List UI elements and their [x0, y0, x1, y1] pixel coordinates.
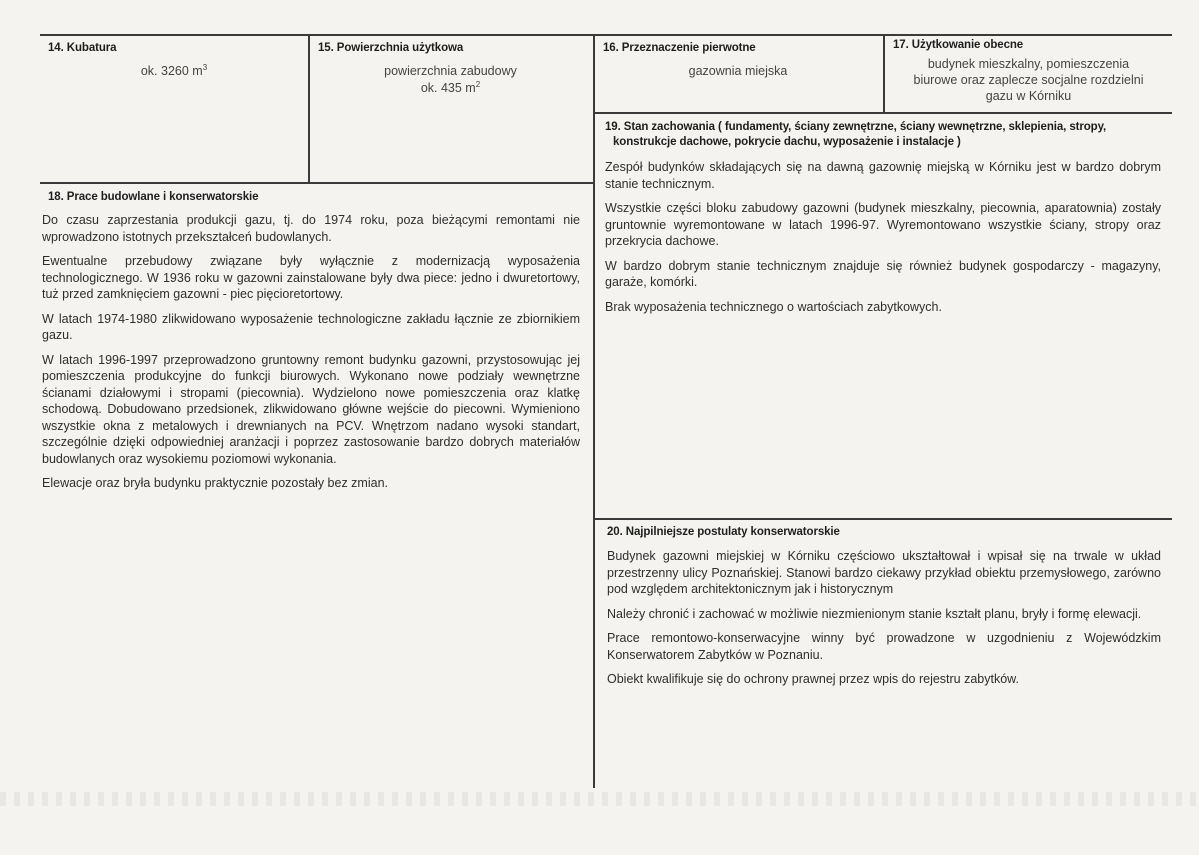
kubatura-unit-sup: 3	[202, 62, 208, 72]
powierzchnia-value	[308, 63, 593, 97]
kubatura-value-text: ok. 3260 m	[140, 64, 203, 78]
top-border	[40, 34, 1172, 36]
kubatura-value	[40, 63, 308, 80]
divider-main-column	[593, 34, 595, 788]
powierzchnia-area	[308, 80, 593, 97]
postulaty-body	[607, 548, 1161, 696]
prace-body	[42, 212, 580, 500]
postulaty-paragraph: Budynek gazowni miejskiej w Kórniku częściowo ukształtował i wpisał się na trwale w układ przestrzenny ulicy Poznańskiej. Stanowi bardzo ciekawy przykład obiektu przemysłowego, zarówno pod względem architektonicznym jak i historycznym	[607, 549, 1161, 596]
record-card-sheet	[40, 34, 1172, 788]
prace-paragraph: Ewentualne przebudowy związane były wyłącznie z modernizacją wyposażenia technologicznego. W 1936 roku w gazowni zainstalowane były dwa piece: jedno i dwuretortowy, tuż przed zamknięciem gazowni - piec pięcioretortowy.	[42, 254, 580, 301]
stan-paragraph: Brak wyposażenia technicznego o wartościach zabytkowych.	[605, 299, 942, 314]
przeznaczenie-header: 16. Przeznaczenie pierwotne	[603, 42, 756, 54]
stan-body	[605, 159, 1161, 323]
prace-header: 18. Prace budowlane i konserwatorskie	[48, 191, 259, 203]
powierzchnia-label: powierzchnia zabudowy	[384, 64, 517, 78]
stan-header	[605, 120, 1106, 150]
stan-header-line-1: 19. Stan zachowania ( fundamenty, ściany zewnętrzne, ściany wewnętrzne, sklepienia, stropy,	[605, 121, 1107, 133]
stan-header-line-2: konstrukcje dachowe, pokrycie dachu, wyposażenie i instalacje )	[613, 136, 961, 148]
uzytkowanie-line-1: budynek mieszkalny, pomieszczenia	[927, 57, 1130, 71]
powierzchnia-header: 15. Powierzchnia użytkowa	[318, 42, 464, 54]
postulaty-paragraph: Należy chronić i zachować w możliwie niezmienionym stanie kształt planu, bryły i formę elewacji.	[607, 606, 1142, 621]
prace-paragraph: Do czasu zaprzestania produkcji gazu, tj. do 1974 roku, poza bieżącymi remontami nie wprowadzono istotnych przekształceń budowlanych.	[42, 213, 580, 244]
rule-above-20	[593, 518, 1172, 520]
powierzchnia-area-text: ok. 435 m	[420, 81, 476, 95]
prace-paragraph: Elewacje oraz bryła budynku praktycznie pozostały bez zmian.	[42, 476, 389, 490]
powierzchnia-unit-sup: 2	[475, 79, 481, 89]
uzytkowanie-line-2: biurowe oraz zaplecze socjalne rozdzielni	[913, 73, 1144, 87]
rule-under-17	[593, 112, 1172, 114]
postulaty-paragraph: Obiekt kwalifikuje się do ochrony prawnej przez wpis do rejestru zabytków.	[607, 672, 1019, 686]
prace-paragraph: W latach 1996-1997 przeprowadzono gruntowny remont budynku gazowni, przystosowując jej pomieszczenia produkcyjne do funkcji biurowych. Wykonano nowe podziały wewnętrzne ścianami działowymi i stropami (piecownia). Wydzielono nowe pomieszczenia oraz klatkę schodową. Dobudowano przedsionek, zlikwidowano główne wejście do piecowni. Wymieniono wszystkie okna z metalowych i drewnianych na PCV. Wnętrzom nadano wysoki standart, szczególnie dzięki odpowiedniej aranżacji i poprzez zastosowanie bardzo dobrych materiałów budowlanych oraz wysokiemu poziomowi wykonania.	[42, 352, 580, 466]
prace-paragraph: W latach 1974-1980 zlikwidowano wyposażenie technologiczne zakładu łącznie ze zbiornikiem gazu.	[42, 311, 580, 342]
rule-left-under-15	[40, 182, 595, 184]
scan-noise-strip	[0, 792, 1199, 806]
postulaty-header: 20. Najpilniejsze postulaty konserwatorskie	[607, 526, 840, 538]
uzytkowanie-value	[885, 56, 1172, 104]
stan-paragraph: W bardzo dobrym stanie technicznym znajduje się również budynek gospodarczy - magazyny, garaże, komórki.	[605, 258, 1161, 289]
stan-paragraph: Zespół budynków składających się na dawną gazownię miejską w Kórniku jest w bardzo dobrym stanie technicznym.	[605, 160, 1161, 191]
uzytkowanie-header: 17. Użytkowanie obecne	[893, 39, 1024, 51]
kubatura-header: 14. Kubatura	[48, 42, 117, 54]
divider-14-15	[308, 34, 310, 184]
stan-paragraph: Wszystkie części bloku zabudowy gazowni (budynek mieszkalny, piecownia, aparatownia) zostały gruntownie wyremontowane w latach 1996-97. Wyremontowano wszystkie ściany, stropy oraz przekrycia dachowe.	[605, 201, 1161, 248]
uzytkowanie-line-3: gazu w Kórniku	[985, 89, 1072, 103]
postulaty-paragraph: Prace remontowo-konserwacyjne winny być prowadzone w uzgodnieniu z Wojewódzkim Konserwatorem Zabytków w Poznaniu.	[607, 631, 1161, 662]
przeznaczenie-value: gazownia miejska	[688, 64, 788, 78]
